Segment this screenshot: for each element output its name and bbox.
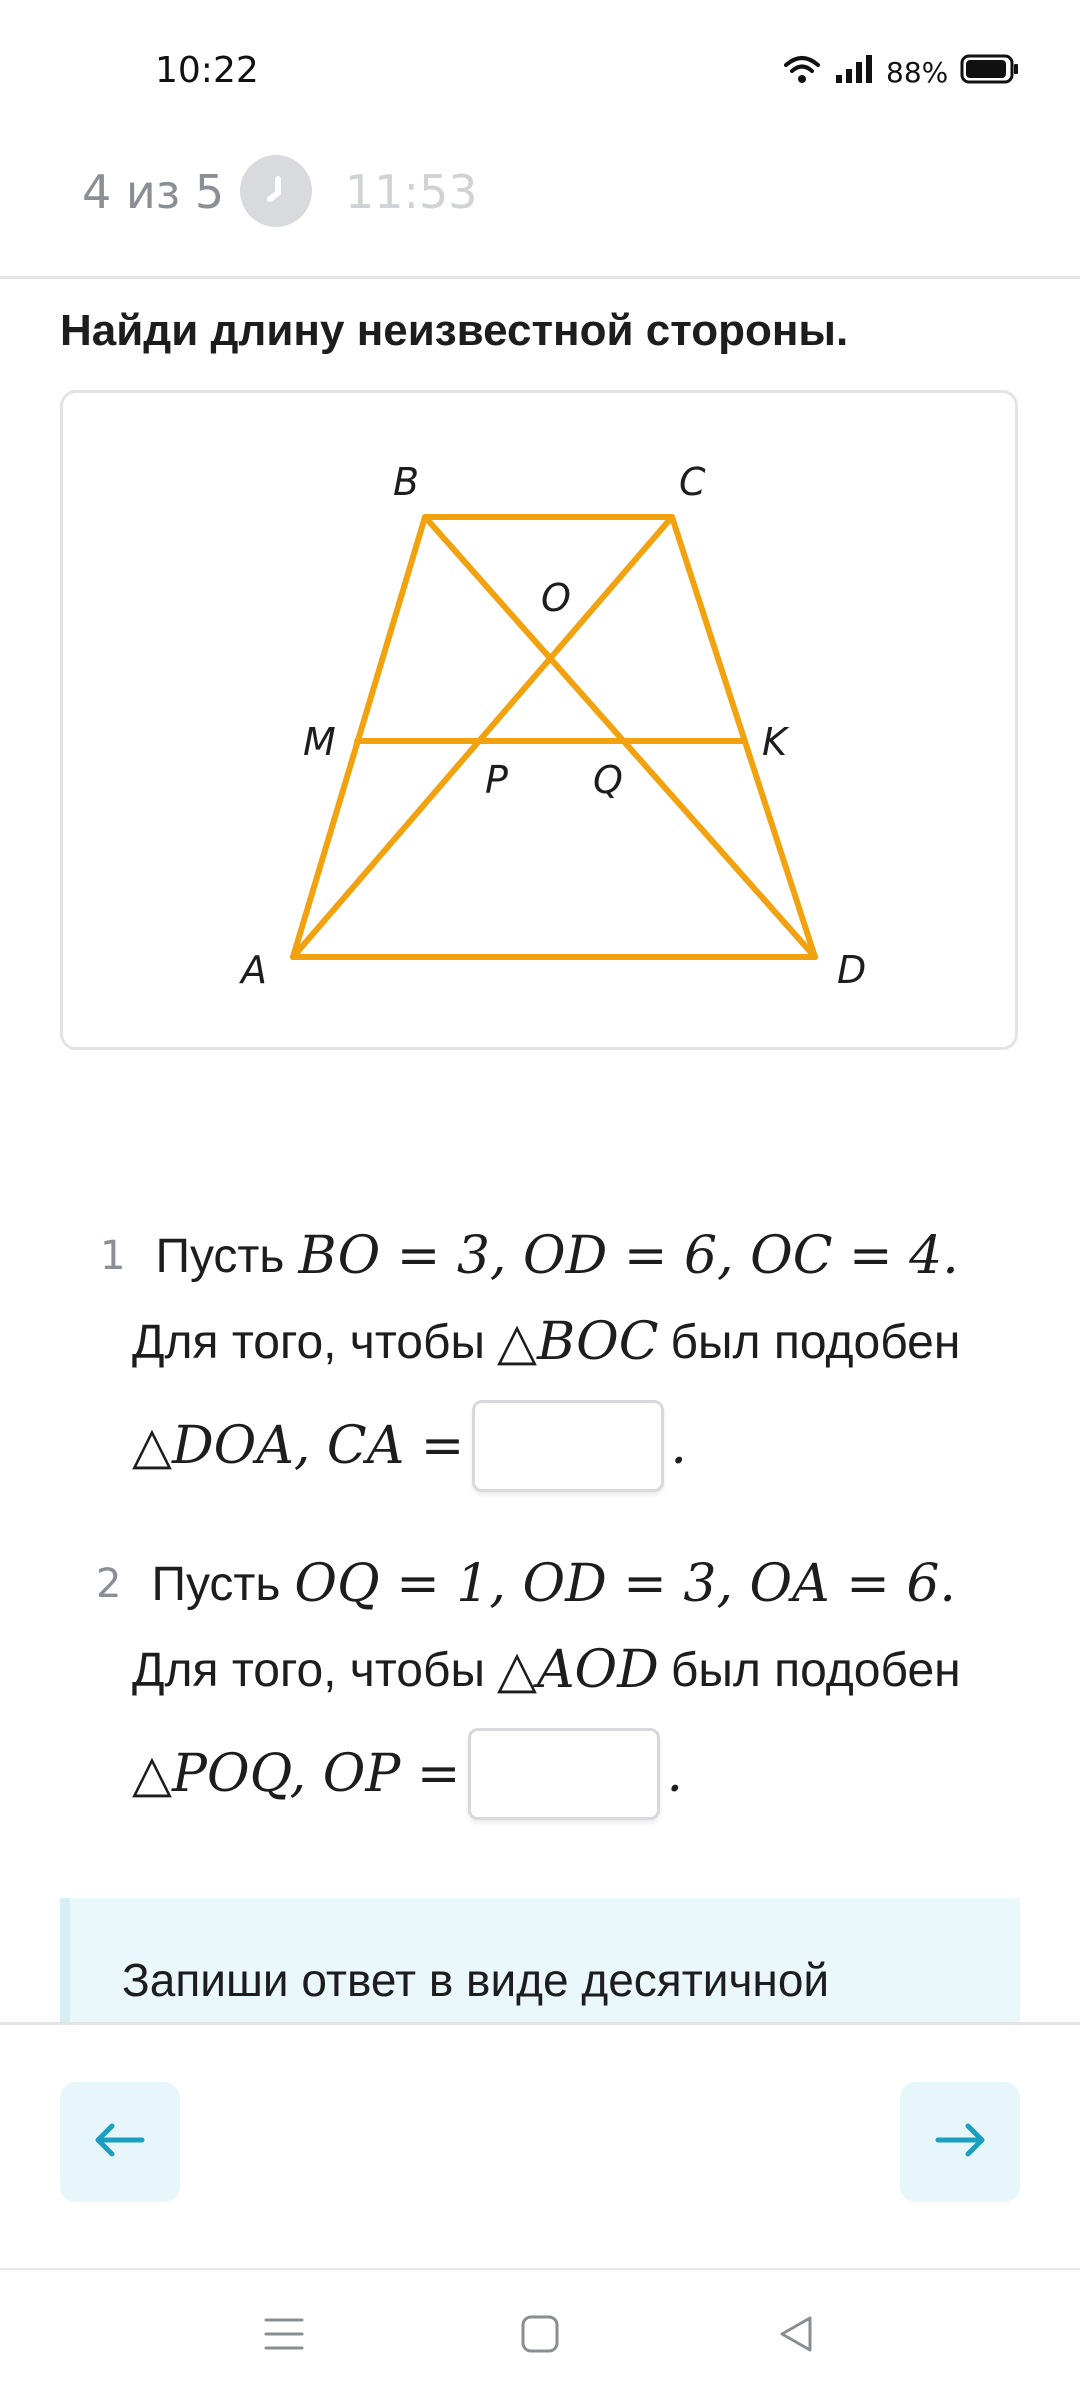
clock-icon: [240, 155, 312, 227]
home-icon[interactable]: [516, 2310, 564, 2363]
question-title: Найди длину неизвестной стороны.: [60, 306, 849, 355]
task-1-line-3: [132, 1400, 687, 1492]
battery-icon: [960, 53, 1020, 92]
task-1-period: .: [670, 1416, 687, 1476]
status-icons: [782, 50, 1020, 94]
system-nav-divider: [0, 2268, 1080, 2270]
task-1-line-2: [132, 1312, 960, 1372]
task-2-given: OQ = 1, OD = 3, OA = 6.: [294, 1554, 956, 1614]
task-1-condition-start: Для того, чтобы: [132, 1315, 485, 1369]
task-1-line-1: [100, 1226, 959, 1286]
recent-apps-icon[interactable]: [260, 2310, 308, 2363]
task-2-period: .: [666, 1744, 683, 1804]
label-c: C: [679, 460, 706, 504]
timer: 11:53: [345, 165, 478, 219]
task-2-intro: Пусть: [151, 1557, 281, 1611]
task-1-triangle-2: △DOA, CA =: [132, 1416, 465, 1476]
label-d: D: [837, 948, 867, 992]
task-2-triangle-1: △AOD: [496, 1640, 659, 1700]
arrow-right-icon: [930, 2120, 990, 2165]
battery-percent: 88%: [886, 55, 949, 89]
task-1-number: 1: [100, 1233, 126, 1279]
task-2-triangle-2: △POQ, OP =: [132, 1744, 461, 1804]
task-1-answer-input[interactable]: [472, 1400, 664, 1492]
task-2-number: 2: [96, 1561, 122, 1607]
label-q: Q: [593, 758, 623, 802]
bottom-divider: [0, 2022, 1080, 2025]
label-b: B: [393, 460, 420, 504]
back-icon[interactable]: [772, 2310, 820, 2363]
question-progress: 4 из 5: [82, 165, 225, 219]
previous-button[interactable]: [60, 2082, 180, 2202]
task-1-given: BO = 3, OD = 6, OC = 4.: [298, 1226, 959, 1286]
figure-card: [60, 390, 1018, 1050]
hint-text: Запиши ответ в виде десятичной: [122, 1954, 830, 2006]
wifi-icon: [782, 53, 822, 92]
task-2-answer-input[interactable]: [468, 1728, 660, 1820]
label-m: M: [303, 720, 336, 764]
status-time: 10:22: [155, 50, 259, 91]
task-2-line-2: [132, 1640, 961, 1700]
label-p: P: [485, 758, 508, 802]
signal-icon: [834, 53, 874, 92]
label-a: A: [241, 948, 267, 992]
task-2-line-1: [96, 1554, 956, 1614]
header-divider: [0, 276, 1080, 279]
task-2-condition-start: Для того, чтобы: [132, 1643, 485, 1697]
arrow-left-icon: [90, 2120, 150, 2165]
task-2-condition-mid: был подобен: [670, 1643, 961, 1697]
label-k: K: [762, 720, 787, 764]
task-2-line-3: [132, 1728, 683, 1820]
label-o: O: [541, 576, 571, 620]
trapezoid-diagram: [63, 393, 1015, 1047]
next-button[interactable]: [900, 2082, 1020, 2202]
task-1-intro: Пусть: [155, 1229, 285, 1283]
task-1-condition-mid: был подобен: [670, 1315, 961, 1369]
segment-cd: [672, 517, 815, 957]
task-1-triangle-1: △BOC: [496, 1312, 659, 1372]
hint-box: [60, 1898, 1020, 2023]
